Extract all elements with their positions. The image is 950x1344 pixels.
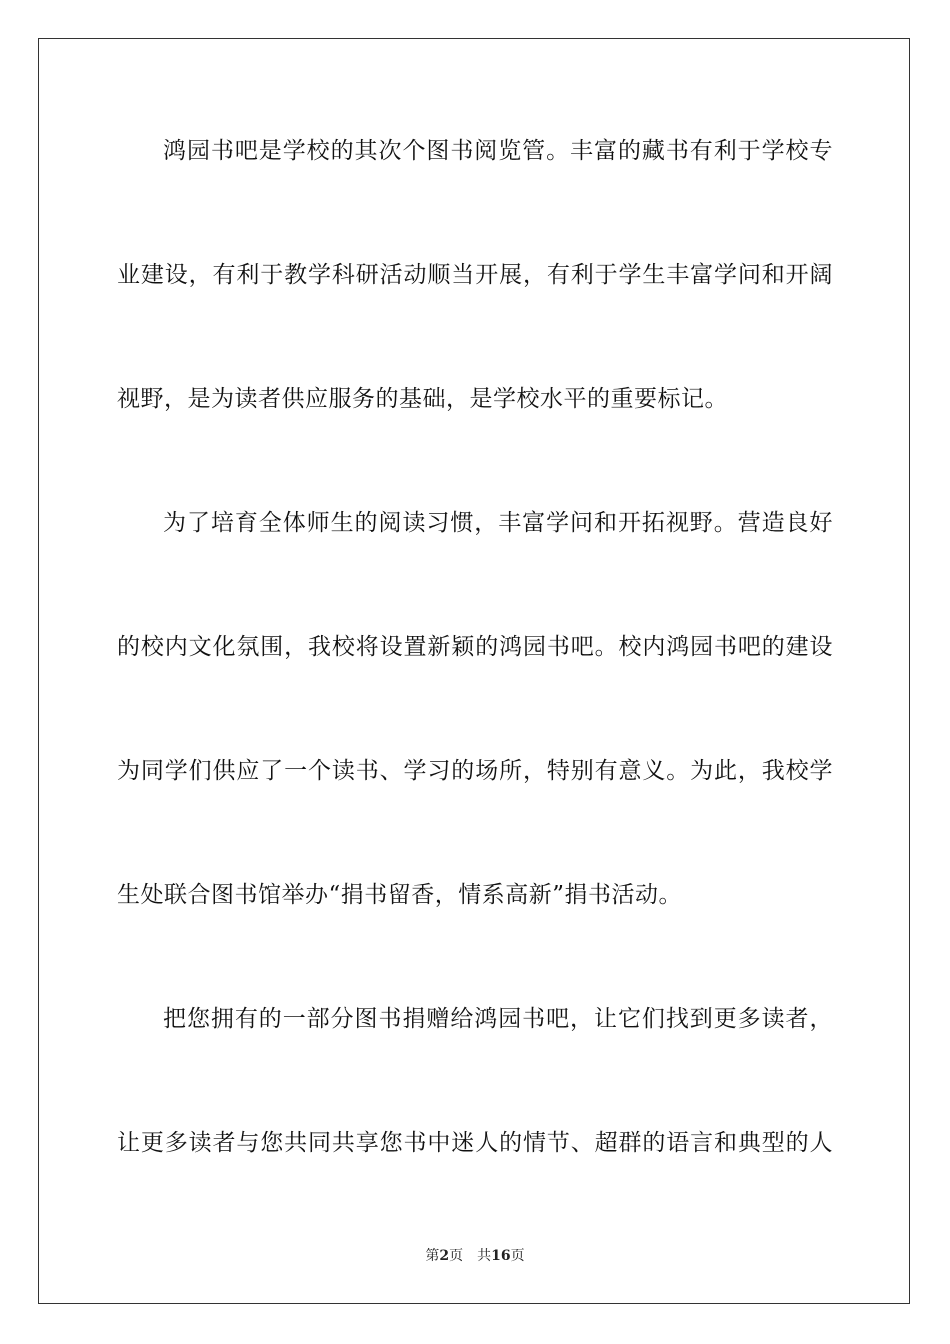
page-footer: [0, 1247, 950, 1265]
paragraph-1-line-3: 视野，是为读者供应服务的基础，是学校水平的重要标记。: [117, 386, 728, 412]
paragraph-2-line-4: 生处联合图书馆举办“捐书留香，情系高新”捐书活动。: [117, 882, 683, 908]
footer-total-prefix: 共: [477, 1248, 492, 1264]
paragraph-1-line-1: 鸿园书吧是学校的其次个图书阅览管。丰富的藏书有利于学校专: [163, 138, 833, 164]
footer-total-suffix: 页: [510, 1248, 525, 1264]
paragraph-1-line-2: 业建设，有利于教学科研活动顺当开展，有利于学生丰富学问和开阔: [117, 262, 833, 288]
paragraph-2-line-1: 为了培育全体师生的阅读习惯，丰富学问和开拓视野。营造良好: [163, 510, 833, 536]
paragraph-3-line-2: 让更多读者与您共同共享您书中迷人的情节、超群的语言和典型的人: [117, 1130, 833, 1156]
footer-total-number: 16: [491, 1248, 511, 1264]
page-border: [38, 38, 910, 1304]
paragraph-3-line-1: 把您拥有的一部分图书捐赠给鸿园书吧，让它们找到更多读者，: [163, 1006, 833, 1032]
paragraph-2-line-2: 的校内文化氛围，我校将设置新颖的鸿园书吧。校内鸿园书吧的建设: [117, 634, 833, 660]
footer-page-prefix: 第: [425, 1248, 440, 1264]
footer-page-suffix: 页: [449, 1248, 464, 1264]
paragraph-2-line-3: 为同学们供应了一个读书、学习的场所，特别有意义。为此，我校学: [117, 758, 833, 784]
footer-page-number: 2: [439, 1248, 450, 1264]
